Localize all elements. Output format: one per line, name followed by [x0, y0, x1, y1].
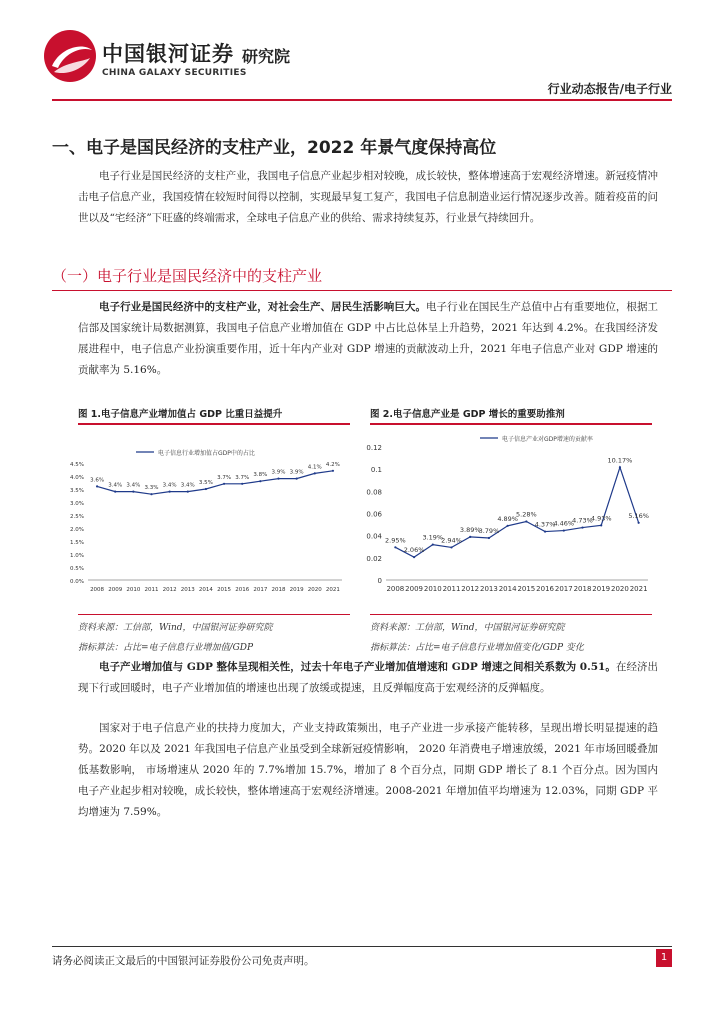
logo-chinese-name: 中国银河证券	[102, 42, 234, 66]
x-tick-label: 2012	[461, 585, 480, 593]
data-label: 3.9%	[271, 469, 286, 476]
data-label: 3.7%	[235, 474, 250, 481]
x-tick-label: 2020	[307, 587, 322, 593]
data-point	[169, 491, 171, 493]
y-tick-label: 3.5%	[70, 488, 84, 494]
data-point	[205, 488, 207, 490]
data-point	[581, 526, 583, 528]
paragraph-1	[78, 297, 658, 381]
subsection-title: （一）电子行业是国民经济中的支柱产业	[52, 267, 323, 285]
legend-label: 电子信息产业对GDP增速的贡献率	[502, 436, 593, 443]
data-point	[619, 466, 621, 468]
data-label: 3.9%	[289, 469, 304, 476]
data-point	[469, 536, 471, 538]
data-point	[223, 483, 225, 485]
data-point	[525, 520, 527, 522]
paragraph-1-lead: 电子行业是国民经济中的支柱产业，对社会生产、居民生活影响巨大。	[99, 301, 426, 313]
section-intro: 电子行业是国民经济的支柱产业，我国电子信息产业起步相对较晚，成长较快，整体增速高于宏观经济增速。新冠疫情冲击电子信息产业，我国疫情在较短时间得以控制，实现最早复工复产，我国电子信息制造业运行情况逐步改善。随着疫苗的问世以及“宅经济”下旺盛的终端需求，全球电子信息产业的供给、需求持续复苏，行业景气持续回升。	[78, 170, 658, 224]
data-point	[132, 491, 134, 493]
subsection-divider	[52, 290, 672, 291]
x-tick-label: 2021	[629, 585, 648, 593]
data-label: 4.2%	[325, 461, 340, 468]
data-label: 5.16%	[628, 511, 649, 520]
data-point	[432, 544, 434, 546]
logo-institute: 研究院	[242, 47, 291, 66]
x-tick-label: 2015	[517, 585, 536, 593]
y-tick-label: 4.0%	[70, 475, 84, 481]
figure-2-source: 资料来源：工信部，Wind，中国银河证券研究院	[370, 623, 565, 633]
data-point	[296, 478, 298, 480]
data-label: 3.8%	[253, 472, 268, 479]
data-label: 2.95%	[385, 536, 406, 545]
paragraph-1-body: 电子行业在国民生产总值中占有重要地位，根据工信部及国家统计局数据测算，我国电子信息产业增加值在 GDP 中占比总体呈上升趋势，2021 年达到 4.2%。在我国经济发展进程中，电子信息产业扮演重要作用，近十年内产业对 GDP 增速的贡献波动上升，2021 年电子信息产业对 GDP 增速的贡献率为 5.16%。	[78, 301, 659, 376]
y-tick-label: 0.12	[366, 444, 382, 452]
data-label: 3.4%	[180, 482, 195, 489]
data-point	[150, 493, 152, 495]
data-label: 3.79%	[478, 526, 500, 535]
x-tick-label: 2011	[144, 587, 159, 593]
x-tick-label: 2016	[536, 585, 554, 593]
x-tick-label: 2017	[253, 587, 268, 593]
data-label: 5.28%	[516, 510, 537, 519]
data-point	[259, 480, 261, 482]
x-tick-label: 2021	[325, 587, 340, 593]
x-tick-label: 2013	[180, 587, 195, 593]
company-logo	[42, 28, 312, 88]
data-point	[488, 537, 490, 539]
data-label: 10.17%	[607, 456, 633, 465]
report-type: 行业动态报告/电子行业	[547, 82, 672, 96]
y-tick-label: 2.5%	[70, 514, 84, 520]
data-label: 3.89%	[459, 525, 481, 534]
y-tick-label: 2.0%	[70, 527, 84, 533]
y-tick-label: 0.06	[366, 510, 382, 519]
data-label: 2.94%	[441, 536, 462, 545]
x-tick-label: 2010	[126, 587, 141, 593]
y-tick-label: 0.02	[366, 554, 382, 563]
y-tick-label: 1.5%	[70, 540, 84, 546]
data-label: 3.6%	[90, 477, 105, 484]
x-tick-label: 2009	[108, 587, 123, 593]
y-tick-label: 4.5%	[70, 462, 84, 468]
paragraph-2-body: 在经济出现下行或回暖时，电子产业增加值的增速也出现了放缓或提速，且反弹幅度高于宏观经济的反弹幅度。	[78, 661, 658, 694]
page-number: 1	[656, 949, 672, 967]
x-tick-label: 2019	[592, 585, 611, 593]
x-tick-label: 2009	[405, 585, 423, 593]
x-tick-label: 2008	[90, 587, 105, 593]
data-label: 4.1%	[307, 464, 322, 471]
x-tick-label: 2014	[498, 585, 517, 593]
data-label: 4.46%	[553, 519, 575, 528]
logo-english-name: CHINA GALAXY SECURITIES	[102, 68, 247, 78]
x-tick-label: 2012	[162, 587, 177, 593]
x-tick-label: 2018	[573, 585, 592, 593]
section-title: 一、电子是国民经济的支柱产业，2022 年景气度保持高位	[52, 138, 497, 158]
footer-divider	[52, 946, 672, 947]
data-label: 3.5%	[198, 480, 213, 486]
data-point	[600, 524, 602, 526]
figure-1-rule	[78, 423, 350, 425]
data-label: 4.73%	[572, 516, 593, 525]
data-label: 4.89%	[497, 514, 518, 523]
x-tick-label: 2013	[480, 585, 498, 593]
x-tick-label: 2019	[289, 587, 304, 593]
data-point	[638, 522, 640, 524]
y-tick-label: 0.0%	[70, 579, 84, 585]
data-label: 2.06%	[403, 546, 425, 555]
figure-1-note-rule	[78, 614, 350, 615]
x-tick-label: 2014	[198, 587, 213, 593]
figure-1-title: 图 1.电子信息产业增加值占 GDP 比重日益提升	[78, 409, 283, 420]
data-point	[450, 546, 452, 548]
data-point	[544, 530, 546, 532]
data-label: 3.7%	[217, 474, 232, 481]
y-tick-label: 0.5%	[70, 566, 84, 572]
data-point	[507, 525, 509, 527]
data-point	[114, 491, 116, 493]
y-tick-label: 1.0%	[70, 553, 84, 559]
data-point	[413, 556, 415, 558]
figure-1-source: 资料来源：工信部，Wind，中国银河证券研究院	[78, 623, 273, 633]
x-tick-label: 2015	[217, 587, 232, 593]
data-point	[394, 546, 396, 548]
paragraph-3: 国家对于电子信息产业的扶持力度加大，产业支持政策频出，电子产业进一步承接产能转移，呈现出增长明显提速的趋势。2020 年以及 2021 年我国电子信息产业虽受到全球新冠疫情影响， 2020 年消费电子增速放缓，2021 年市场回暖叠加低基数影响， 市场增速从 2020 年的 7.7%增加 15.7%，增加了 8 个百分点，同期 GDP 增长了 8.1 个百分点。因为国内电子产业起步相对较晚，成长较快，整体增速高于宏观经济增速。2008-2021 年增加值平均增速为 12.03%，同期 GDP 平均增速为 7.59%。	[78, 722, 658, 818]
x-tick-label: 2008	[386, 585, 405, 593]
figure-2-title: 图 2.电子信息产业是 GDP 增长的重要助推剂	[370, 409, 565, 420]
y-tick-label: 3.0%	[70, 501, 84, 507]
x-tick-label: 2011	[442, 585, 461, 593]
x-tick-label: 2020	[611, 585, 629, 593]
data-point	[563, 529, 565, 531]
figure-2-indicator: 指标算法：占比=电子信息行业增加值变化/GDP 变化	[370, 643, 584, 653]
data-label: 4.37%	[534, 520, 556, 529]
data-point	[241, 483, 243, 485]
x-tick-label: 2010	[423, 585, 442, 593]
x-tick-label: 2018	[271, 587, 286, 593]
y-tick-label: 0.04	[366, 532, 382, 541]
figure-1-chart	[58, 428, 350, 598]
data-label: 3.4%	[126, 482, 141, 489]
x-tick-label: 2016	[235, 587, 250, 593]
legend-label: 电子信息行业增加值占GDP中的占比	[158, 450, 255, 457]
footer-disclaimer: 请务必阅读正文最后的中国银河证券股份公司免责声明。	[52, 955, 315, 967]
data-label: 3.3%	[144, 485, 159, 492]
header-divider	[52, 99, 672, 101]
data-point	[314, 472, 316, 474]
figure-2-chart	[358, 428, 654, 598]
data-point	[187, 491, 189, 493]
data-label: 3.19%	[422, 533, 444, 542]
data-label: 4.93%	[590, 514, 612, 523]
x-tick-label: 2017	[554, 585, 573, 593]
paragraph-2	[78, 657, 658, 699]
galaxy-logo-icon	[42, 28, 98, 84]
figure-2-note-rule	[370, 614, 652, 615]
paragraph-2-lead: 电子产业增加值与 GDP 整体呈现相关性，过去十年电子产业增加值增速和 GDP 增速之间相关系数为 0.51。	[99, 661, 616, 673]
y-tick-label: 0.08	[366, 488, 382, 497]
data-label: 3.4%	[162, 482, 177, 489]
data-point	[332, 470, 334, 472]
y-tick-label: 0	[377, 577, 382, 585]
figure-1-indicator: 指标算法：占比=电子信息行业增加值/GDP	[78, 643, 254, 653]
data-point	[277, 478, 279, 480]
data-label: 3.4%	[108, 482, 123, 489]
y-tick-label: 0.1	[370, 466, 382, 475]
figure-2-rule	[370, 423, 652, 425]
data-point	[96, 485, 98, 487]
